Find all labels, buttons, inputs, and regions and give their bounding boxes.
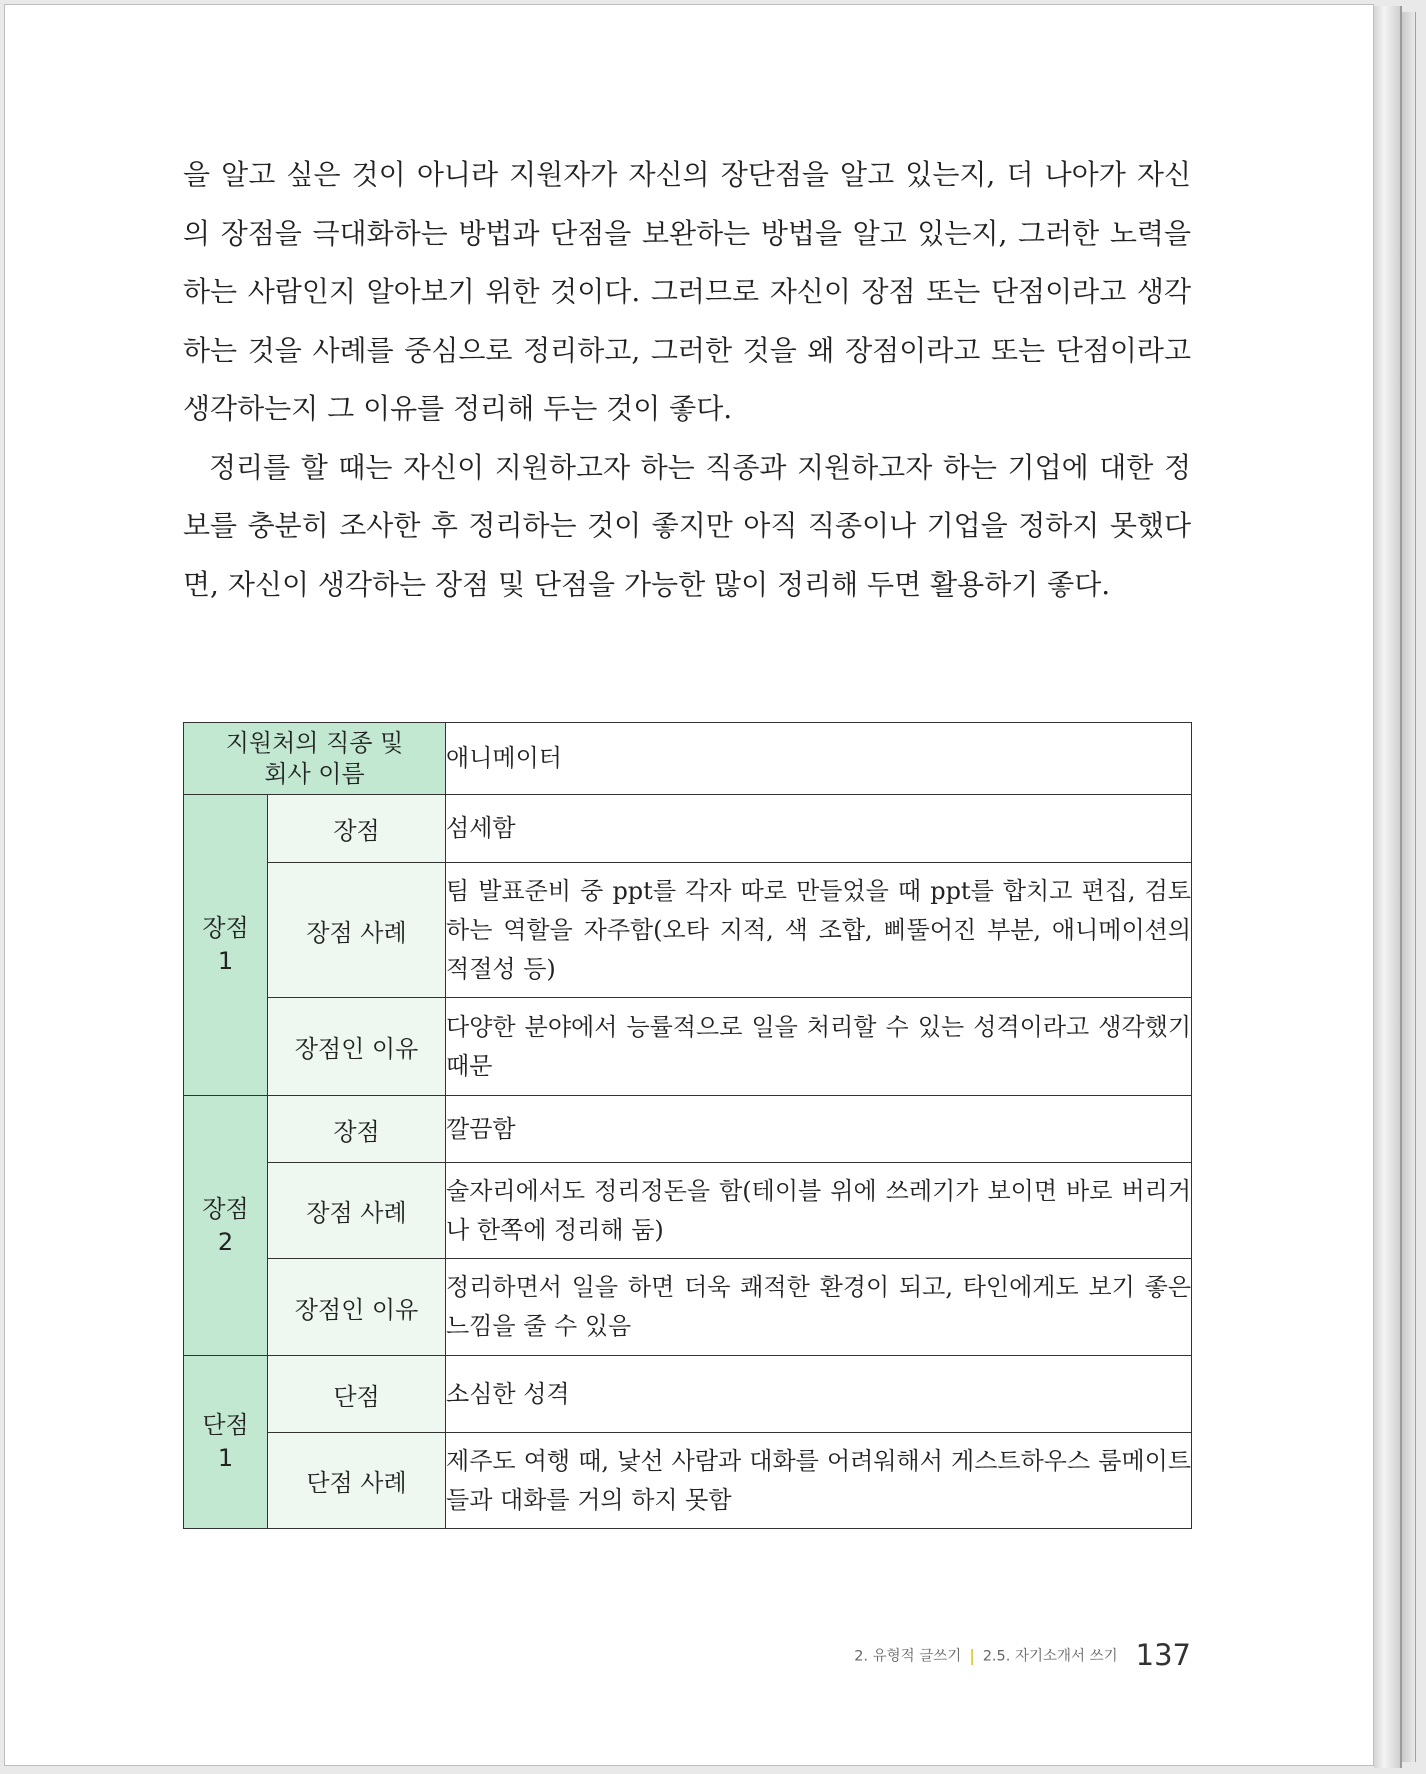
page-edge-back	[1402, 12, 1416, 1762]
paragraph-1: 을 알고 싶은 것이 아니라 지원자가 자신의 장단점을 알고 있는지, 더 나아가 자신의 장점을 극대화하는 방법과 단점을 보완하는 방법을 알고 있는지, 그러한 노력을 하는 사람인지 알아보기 위한 것이다. 그러므로 자신이 장점 또는 단점이라고 생각하는 것을 사례를 중심으로 정리하고, 그러한 것을 왜 장점이라고 또는 단점이라고 생각하는지 그 이유를 정리해 두는 것이 좋다.	[183, 158, 1191, 425]
header-label-line2: 회사 이름	[264, 759, 365, 788]
row-label: 장점인 이유	[268, 998, 446, 1096]
page-footer	[700, 1638, 1191, 1672]
footer-separator: |	[969, 1645, 975, 1665]
table-row-header	[184, 723, 1192, 795]
row-value: 깔끔함	[446, 1096, 1192, 1163]
group-label-weakness-1	[184, 1356, 268, 1529]
row-label: 단점 사례	[268, 1433, 446, 1529]
body-text	[183, 146, 1191, 614]
page-number: 137	[1135, 1638, 1191, 1672]
paragraph-2: 정리를 할 때는 자신이 지원하고자 하는 직종과 지원하고자 하는 기업에 대한 정보를 충분히 조사한 후 정리하는 것이 좋지만 아직 직종이나 기업을 정하지 못했다면, 자신이 생각하는 장점 및 단점을 가능한 많이 정리해 두면 활용하기 좋다.	[183, 450, 1191, 601]
row-value: 정리하면서 일을 하면 더욱 쾌적한 환경이 되고, 타인에게도 보기 좋은 느낌을 줄 수 있음	[446, 1259, 1192, 1356]
row-value: 제주도 여행 때, 낯선 사람과 대화를 어려워해서 게스트하우스 룸메이트들과 대화를 거의 하지 못함	[446, 1433, 1192, 1529]
group-label-line1: 단점	[202, 1411, 249, 1439]
group-label-strength-1	[184, 795, 268, 1096]
row-label: 장점 사례	[268, 1163, 446, 1259]
row-value: 술자리에서도 정리정돈을 함(테이블 위에 쓰레기가 보이면 바로 버리거나 한쪽에 정리해 둠)	[446, 1163, 1192, 1259]
group-label-line2: 2	[217, 1227, 234, 1256]
table-row	[184, 1259, 1192, 1356]
row-label: 단점	[268, 1356, 446, 1433]
table-row	[184, 795, 1192, 863]
footer-section: 2.5. 자기소개서 쓰기	[982, 1648, 1118, 1665]
row-label: 장점 사례	[268, 863, 446, 998]
group-label-line1: 장점	[202, 1194, 249, 1223]
header-label-line1: 지원처의 직종 및	[225, 728, 404, 757]
group-label-strength-2	[184, 1096, 268, 1356]
row-value: 팀 발표준비 중 ppt를 각자 따로 만들었을 때 ppt를 합치고 편집, 검토하는 역할을 자주함(오타 지적, 색 조합, 삐뚤어진 부분, 애니메이션의 적절성 등)	[446, 863, 1192, 998]
header-value-cell: 애니메이터	[446, 723, 1192, 795]
group-label-line1: 장점	[202, 914, 249, 942]
row-value: 섬세함	[446, 795, 1192, 863]
page-edge-stack	[1374, 6, 1402, 1768]
table-row	[184, 1163, 1192, 1259]
strengths-weaknesses-table	[183, 722, 1192, 1529]
table-row	[184, 863, 1192, 998]
group-label-line2: 1	[217, 1444, 234, 1472]
row-label: 장점	[268, 795, 446, 863]
table-row	[184, 998, 1192, 1096]
group-label-line2: 1	[217, 947, 234, 975]
row-label: 장점	[268, 1096, 446, 1163]
table-row	[184, 1356, 1192, 1433]
table-row	[184, 1433, 1192, 1529]
footer-chapter: 2. 유형적 글쓰기	[854, 1648, 962, 1665]
row-label: 장점인 이유	[268, 1259, 446, 1356]
header-label-cell	[184, 723, 446, 795]
row-value: 소심한 성격	[446, 1356, 1192, 1433]
table-row	[184, 1096, 1192, 1163]
row-value: 다양한 분야에서 능률적으로 일을 처리할 수 있는 성격이라고 생각했기 때문	[446, 998, 1192, 1096]
